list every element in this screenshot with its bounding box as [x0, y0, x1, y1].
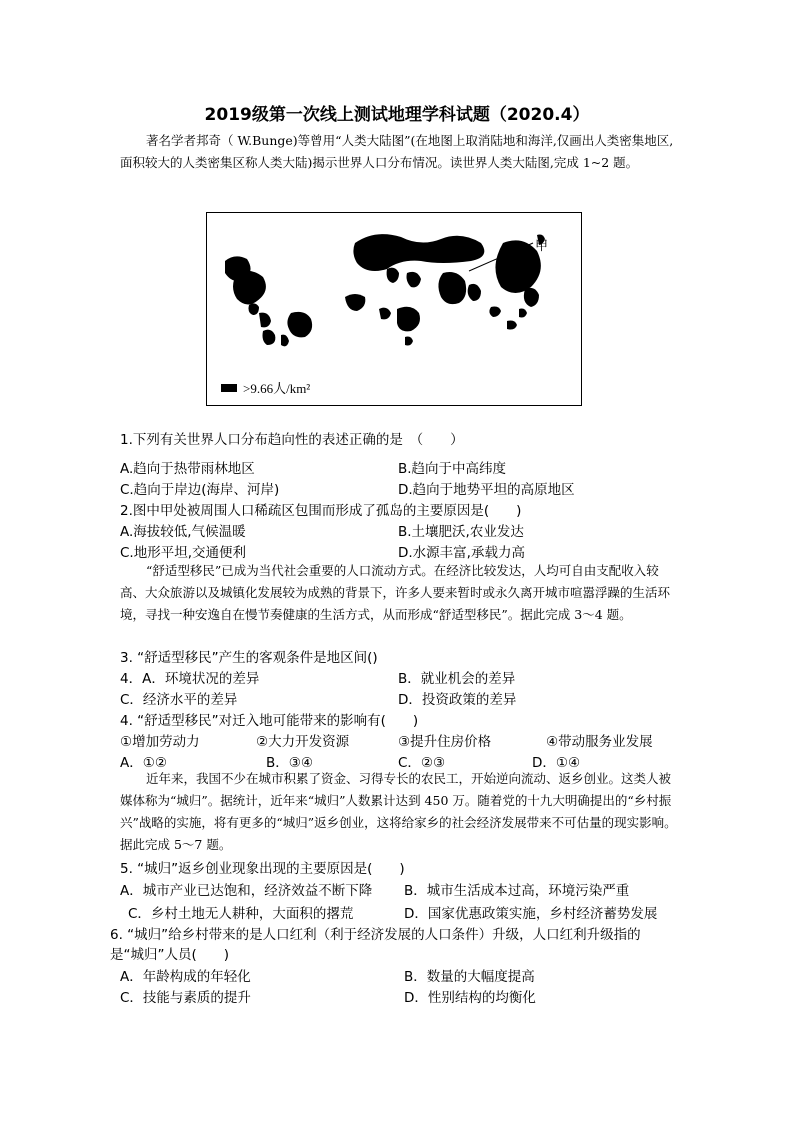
map-legend — [221, 378, 310, 397]
q6-stem-line-1: 6. “城归”给乡村带来的是人口红利（利于经济发展的人口条件）升级，人口红利升级指的 — [110, 927, 641, 943]
q5-option-b: B．城市生活成本过高，环境污染严重 — [404, 883, 630, 899]
population-map — [206, 212, 582, 406]
q4-item-3: ③提升住房价格 — [398, 734, 492, 750]
q4-option-d: D．①④ — [532, 755, 581, 771]
q4-item-1: ①增加劳动力 — [120, 734, 200, 750]
q6-option-b: B．数量的大幅度提高 — [404, 969, 535, 985]
q5-stem: 5. “城归”返乡创业现象出现的主要原因是( ) — [120, 861, 405, 877]
legend-label: >9.66人/km² — [243, 381, 311, 396]
q1-option-b: B.趋向于中高纬度 — [398, 461, 507, 477]
q1-option-c: C.趋向于岸边(海岸、河岸) — [120, 482, 280, 498]
q2-option-b: B.土壤肥沃,农业发达 — [398, 524, 524, 540]
q4-option-b: B．③④ — [266, 755, 313, 771]
q6-option-a: A．年龄构成的年轻化 — [120, 969, 251, 985]
intro-paragraph-1: 著名学者邦奇（ W.Bunge)等曾用“人类大陆图”(在地图上取消陆地和海洋,仅画出人类密集地区,面积较大的人类密集区称人类大陆)揭示世界人口分布情况。读世界人类大陆图,完成 1~2 题。 — [120, 133, 674, 170]
page-title: 2019级第一次线上测试地理学科试题（2020.4） — [204, 105, 590, 125]
q3-stem: 3. “舒适型移民”产生的客观条件是地区间() — [120, 650, 378, 666]
q1-option-a: A.趋向于热带雨林地区 — [120, 461, 255, 477]
q2-stem: 2.图中甲处被周围人口稀疏区包围而形成了孤岛的主要原因是( ) — [120, 503, 522, 519]
intro-paragraph-3: 近年来，我国不少在城市积累了资金、习得专长的农民工，开始逆向流动、返乡创业。这类人被媒体称为“城归”。据统计，近年来“城归”人数累计达到 450 万。随着党的十九大明确提出的“乡村振兴”战略的实施，将有更多的“城归”返乡创业，这将给家乡的社会经济发展带来不可估量的现实影响。据此完成 5～7 题。 — [120, 771, 677, 852]
q3-option-b: B．就业机会的差异 — [398, 671, 516, 687]
q4-stem: 4. “舒适型移民”对迁入地可能带来的影响有( ) — [120, 713, 419, 729]
intro-paragraph-2: “舒适型移民”已成为当代社会重要的人口流动方式。在经济比较发达，人均可自由支配收入较高、大众旅游以及城镇化发展较为成熟的背景下，许多人要来暂时或永久离开城市喧嚣浮躁的生活环境，寻找一种安逸自在慢节奏健康的生活方式，从而形成“舒适型移民”。据此完成 3～4 题。 — [120, 563, 671, 622]
q3-option-d: D．投资政策的差异 — [398, 692, 517, 708]
q4-item-2: ②大力开发资源 — [256, 734, 350, 750]
q4-item-4: ④带动服务业发展 — [546, 734, 653, 750]
q1-stem: 1.下列有关世界人口分布趋向性的表述正确的是 （ ） — [120, 432, 464, 448]
q5-option-d: D．国家优惠政策实施，乡村经济蓄势发展 — [404, 906, 658, 922]
q1-option-d: D.趋向于地势平坦的高原地区 — [398, 482, 575, 498]
q2-option-a: A.海拔较低,气候温暖 — [120, 524, 246, 540]
q5-option-a: A．城市产业已达饱和，经济效益不断下降 — [120, 883, 373, 899]
q6-option-c: C．技能与素质的提升 — [120, 990, 251, 1006]
map-blobs — [207, 213, 580, 404]
q3-option-a: 4．A．环境状况的差异 — [120, 671, 260, 687]
q6-option-d: D．性别结构的均衡化 — [404, 990, 536, 1006]
q4-option-a: A．①② — [120, 755, 167, 771]
q4-option-c: C．②③ — [398, 755, 446, 771]
legend-swatch — [221, 384, 237, 392]
q5-option-c: C．乡村土地无人耕种，大面积的撂荒 — [128, 906, 354, 922]
q3-option-c: C．经济水平的差异 — [120, 692, 238, 708]
q2-option-d: D.水源丰富,承载力高 — [398, 545, 525, 561]
q6-stem-line-2: 是“城归”人员( ) — [110, 947, 230, 963]
q2-option-c: C.地形平坦,交通便利 — [120, 545, 247, 561]
map-marker-label: 甲 — [535, 239, 549, 254]
